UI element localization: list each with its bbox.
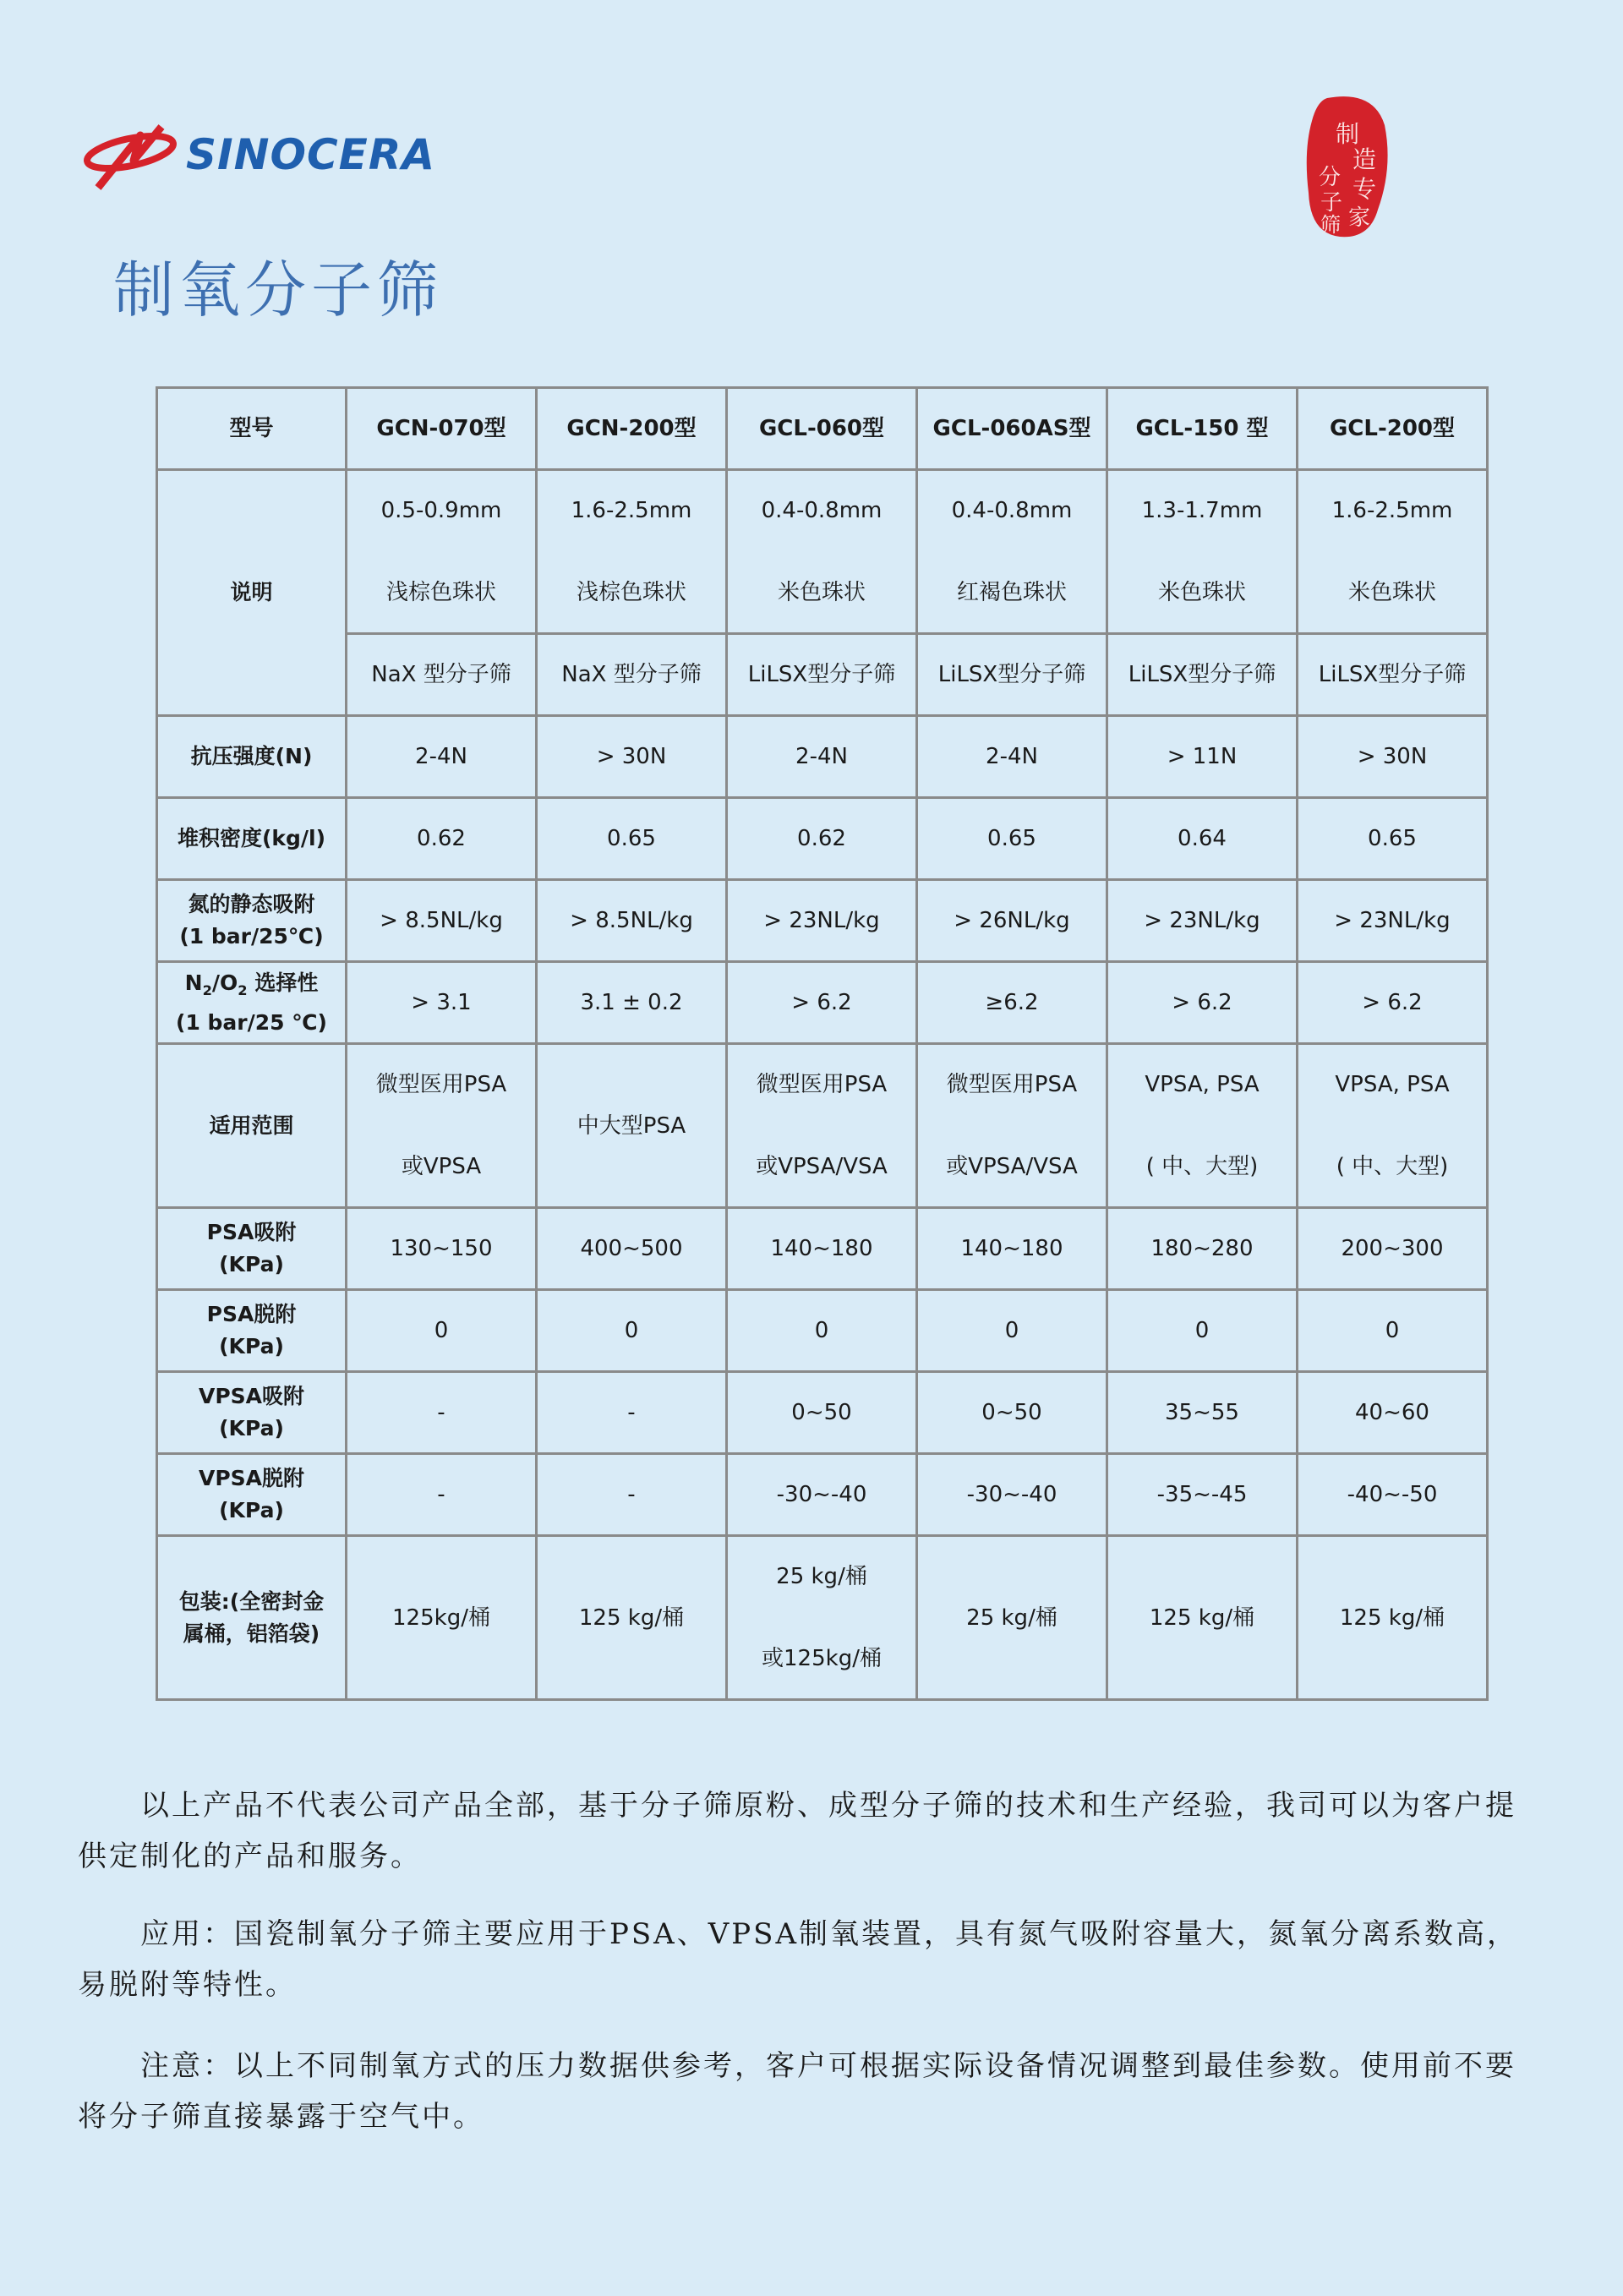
label-line [161,967,342,1007]
paragraph-intro: 以上产品不代表公司产品全部，基于分子筛原粉、成型分子筛的技术和生产经验，我司可以为客户提供定制化的产品和服务。 [78,1789,1516,1873]
table-cell: 125 kg/桶 [1107,1536,1298,1700]
svg-text:子: 子 [1320,190,1343,216]
table-cell: 0 [537,1290,727,1372]
table-row-selectivity [157,962,1488,1044]
label-part: 选择性 [247,970,319,995]
cell-line: 或VPSA/VSA [946,1154,1078,1179]
table-cell: 0 [347,1290,537,1372]
cell-line: VPSA, PSA [1145,1072,1260,1097]
cell-size: 1.6-2.5mm [571,498,692,523]
table-cell: 130~150 [347,1208,537,1290]
table-cell: 0 [1298,1290,1488,1372]
table-cell: 0 [1107,1290,1298,1372]
svg-text:造: 造 [1352,145,1377,173]
paragraph-notice: 注意：以上不同制氧方式的压力数据供参考，客户可根据实际设备情况调整到最佳参数。使用前不要将分子筛直接暴露于空气中。 [78,2049,1516,2134]
svg-text:制: 制 [1336,120,1360,148]
spec-table [156,386,1489,1701]
table-cell: 0.64 [1107,798,1298,880]
table-row-vpsa-adsorption [157,1372,1488,1454]
cell-line: VPSA, PSA [1335,1072,1450,1097]
row-label-packing [157,1536,347,1700]
table-cell: 400~500 [537,1208,727,1290]
table-row-strength [157,716,1488,798]
svg-text:家: 家 [1348,205,1371,231]
row-label-density: 堆积密度(kg/l) [157,798,347,880]
row-label-vpsa-adsorption [157,1372,347,1454]
table-row-vpsa-desorption [157,1454,1488,1536]
seal-icon [1302,91,1395,243]
table-row-psa-desorption [157,1290,1488,1372]
row-label-selectivity [157,962,347,1044]
header-cell: GCL-060型 [727,388,917,470]
label-line: (1 bar/25 ℃) [176,1009,327,1035]
label-part: /O [211,970,238,995]
table-row-density [157,798,1488,880]
svg-text:筛: 筛 [1320,213,1341,237]
header-cell: GCL-150 型 [1107,388,1298,470]
table-cell: > 6.2 [1298,962,1488,1044]
table-cell: - [347,1454,537,1536]
table-cell: > 23NL/kg [727,880,917,962]
table-cell: 40~60 [1298,1372,1488,1454]
row-label-n2-adsorption [157,880,347,962]
header-cell: GCN-070型 [347,388,537,470]
logo-swoosh-icon [81,118,183,194]
page-title: 制氧分子筛 [113,254,444,325]
table-cell: 180~280 [1107,1208,1298,1290]
row-label-vpsa-desorption [157,1454,347,1536]
label-line: PSA吸附 [206,1220,297,1244]
table-cell: 2-4N [727,716,917,798]
table-cell [1298,470,1488,634]
table-cell: 3.1 ± 0.2 [537,962,727,1044]
table-cell [727,470,917,634]
table-cell: 125 kg/桶 [537,1536,727,1700]
header-cell-model: 型号 [157,388,347,470]
cell-line: ( 中、大型) [1145,1154,1259,1179]
header-cell: GCL-200型 [1298,388,1488,470]
row-label-strength: 抗压强度(N) [157,716,347,798]
table-row-psa-adsorption [157,1208,1488,1290]
table-cell: - [347,1372,537,1454]
table-cell: NaX 型分子筛 [537,634,727,716]
cell-color: 红褐色珠状 [956,580,1067,605]
cell-color: 米色珠状 [1157,580,1246,605]
table-cell: > 30N [537,716,727,798]
table-row-application [157,1044,1488,1208]
table-cell: > 3.1 [347,962,537,1044]
label-subscript: 2 [202,981,212,998]
sinocera-logo [81,118,470,194]
table-cell: 2-4N [917,716,1107,798]
cell-line: ( 中、大型) [1336,1154,1449,1179]
paragraph-application: 应用：国瓷制氧分子筛主要应用于PSA、VPSA制氧装置，具有氮气吸附容量大，氮氧分离系数高，易脱附等特性。 [78,1917,1518,2002]
table-cell [727,1044,917,1208]
cell-size: 0.4-0.8mm [951,498,1073,523]
label-line: VPSA脱附 [198,1466,305,1490]
table-cell: > 6.2 [1107,962,1298,1044]
table-row-packing [157,1536,1488,1700]
table-cell [1298,1044,1488,1208]
table-cell: > 23NL/kg [1107,880,1298,962]
table-cell [1107,1044,1298,1208]
table-cell [537,470,727,634]
table-cell: > 6.2 [727,962,917,1044]
cell-line: 微型医用PSA [375,1072,507,1097]
label-line: 属桶，铝箔袋) [183,1621,320,1646]
cell-color: 浅棕色珠状 [576,580,686,605]
table-cell: 125 kg/桶 [1298,1536,1488,1700]
cell-size: 0.5-0.9mm [380,498,502,523]
table-cell: LiLSX型分子筛 [1107,634,1298,716]
table-cell: 35~55 [1107,1372,1298,1454]
table-cell: -30~-40 [727,1454,917,1536]
cell-size: 1.3-1.7mm [1141,498,1263,523]
table-cell: 0.62 [347,798,537,880]
table-cell: -35~-45 [1107,1454,1298,1536]
table-cell [347,1044,537,1208]
table-cell: LiLSX型分子筛 [1298,634,1488,716]
table-cell [917,1044,1107,1208]
table-cell [727,1536,917,1700]
row-label-description: 说明 [157,470,347,716]
table-cell: 0.62 [727,798,917,880]
cell-line: 微型医用PSA [946,1072,1078,1097]
cell-color: 米色珠状 [777,580,866,605]
table-cell: 25 kg/桶 [917,1536,1107,1700]
label-line: (1 bar/25℃) [179,924,324,948]
table-cell: > 11N [1107,716,1298,798]
table-cell: 140~180 [917,1208,1107,1290]
table-cell: 0 [727,1290,917,1372]
row-label-application: 适用范围 [157,1044,347,1208]
table-cell: 0.65 [1298,798,1488,880]
table-cell: 0.65 [917,798,1107,880]
label-line: 氮的静态吸附 [188,892,315,916]
row-label-psa-desorption [157,1290,347,1372]
table-cell: ≥6.2 [917,962,1107,1044]
table-cell: 125kg/桶 [347,1536,537,1700]
table-cell: - [537,1454,727,1536]
label-part: N [184,970,203,995]
table-cell: LiLSX型分子筛 [727,634,917,716]
table-cell: 0~50 [727,1372,917,1454]
cell-line: 微型医用PSA [756,1072,888,1097]
table-cell: 2-4N [347,716,537,798]
table-row-header [157,388,1488,470]
cell-size: 1.6-2.5mm [1331,498,1453,523]
seal-stamp [1302,91,1395,243]
table-cell: - [537,1372,727,1454]
table-cell: 140~180 [727,1208,917,1290]
table-cell: -30~-40 [917,1454,1107,1536]
table-cell: > 30N [1298,716,1488,798]
table-cell: 0~50 [917,1372,1107,1454]
header-cell: GCN-200型 [537,388,727,470]
cell-line: 或VPSA/VSA [756,1154,888,1179]
cell-line: 25 kg/桶 [776,1564,867,1589]
label-line: (KPa) [219,1334,284,1358]
label-line: 包装:(全密封金 [178,1588,325,1614]
table-cell [347,470,537,634]
cell-size: 0.4-0.8mm [761,498,883,523]
table-cell: 200~300 [1298,1208,1488,1290]
table-cell: 0.65 [537,798,727,880]
table-cell: 0 [917,1290,1107,1372]
table-cell: > 23NL/kg [1298,880,1488,962]
label-line: (KPa) [219,1498,284,1522]
table-cell: -40~-50 [1298,1454,1488,1536]
label-subscript: 2 [238,981,248,998]
table-cell [917,470,1107,634]
svg-text:专: 专 [1352,175,1377,203]
label-line: (KPa) [219,1416,284,1440]
cell-color: 米色珠状 [1347,580,1436,605]
table-cell: > 26NL/kg [917,880,1107,962]
table-cell: LiLSX型分子筛 [917,634,1107,716]
cell-color: 浅棕色珠状 [385,580,496,605]
table-cell: > 8.5NL/kg [347,880,537,962]
logo-text: SINOCERA [186,130,436,179]
cell-line: 或125kg/桶 [762,1646,882,1671]
table-row-description [157,470,1488,634]
table-cell: NaX 型分子筛 [347,634,537,716]
label-line: (KPa) [219,1252,284,1276]
row-label-psa-adsorption [157,1208,347,1290]
table-row-type [157,634,1488,716]
label-line: PSA脱附 [206,1302,297,1326]
label-line: VPSA吸附 [198,1384,305,1408]
table-cell: 中大型PSA [537,1044,727,1208]
table-cell: > 8.5NL/kg [537,880,727,962]
cell-line: 或VPSA [401,1154,482,1179]
table-row-n2-adsorption [157,880,1488,962]
header-cell: GCL-060AS型 [917,388,1107,470]
table-cell [1107,470,1298,634]
svg-text:分: 分 [1319,165,1342,190]
